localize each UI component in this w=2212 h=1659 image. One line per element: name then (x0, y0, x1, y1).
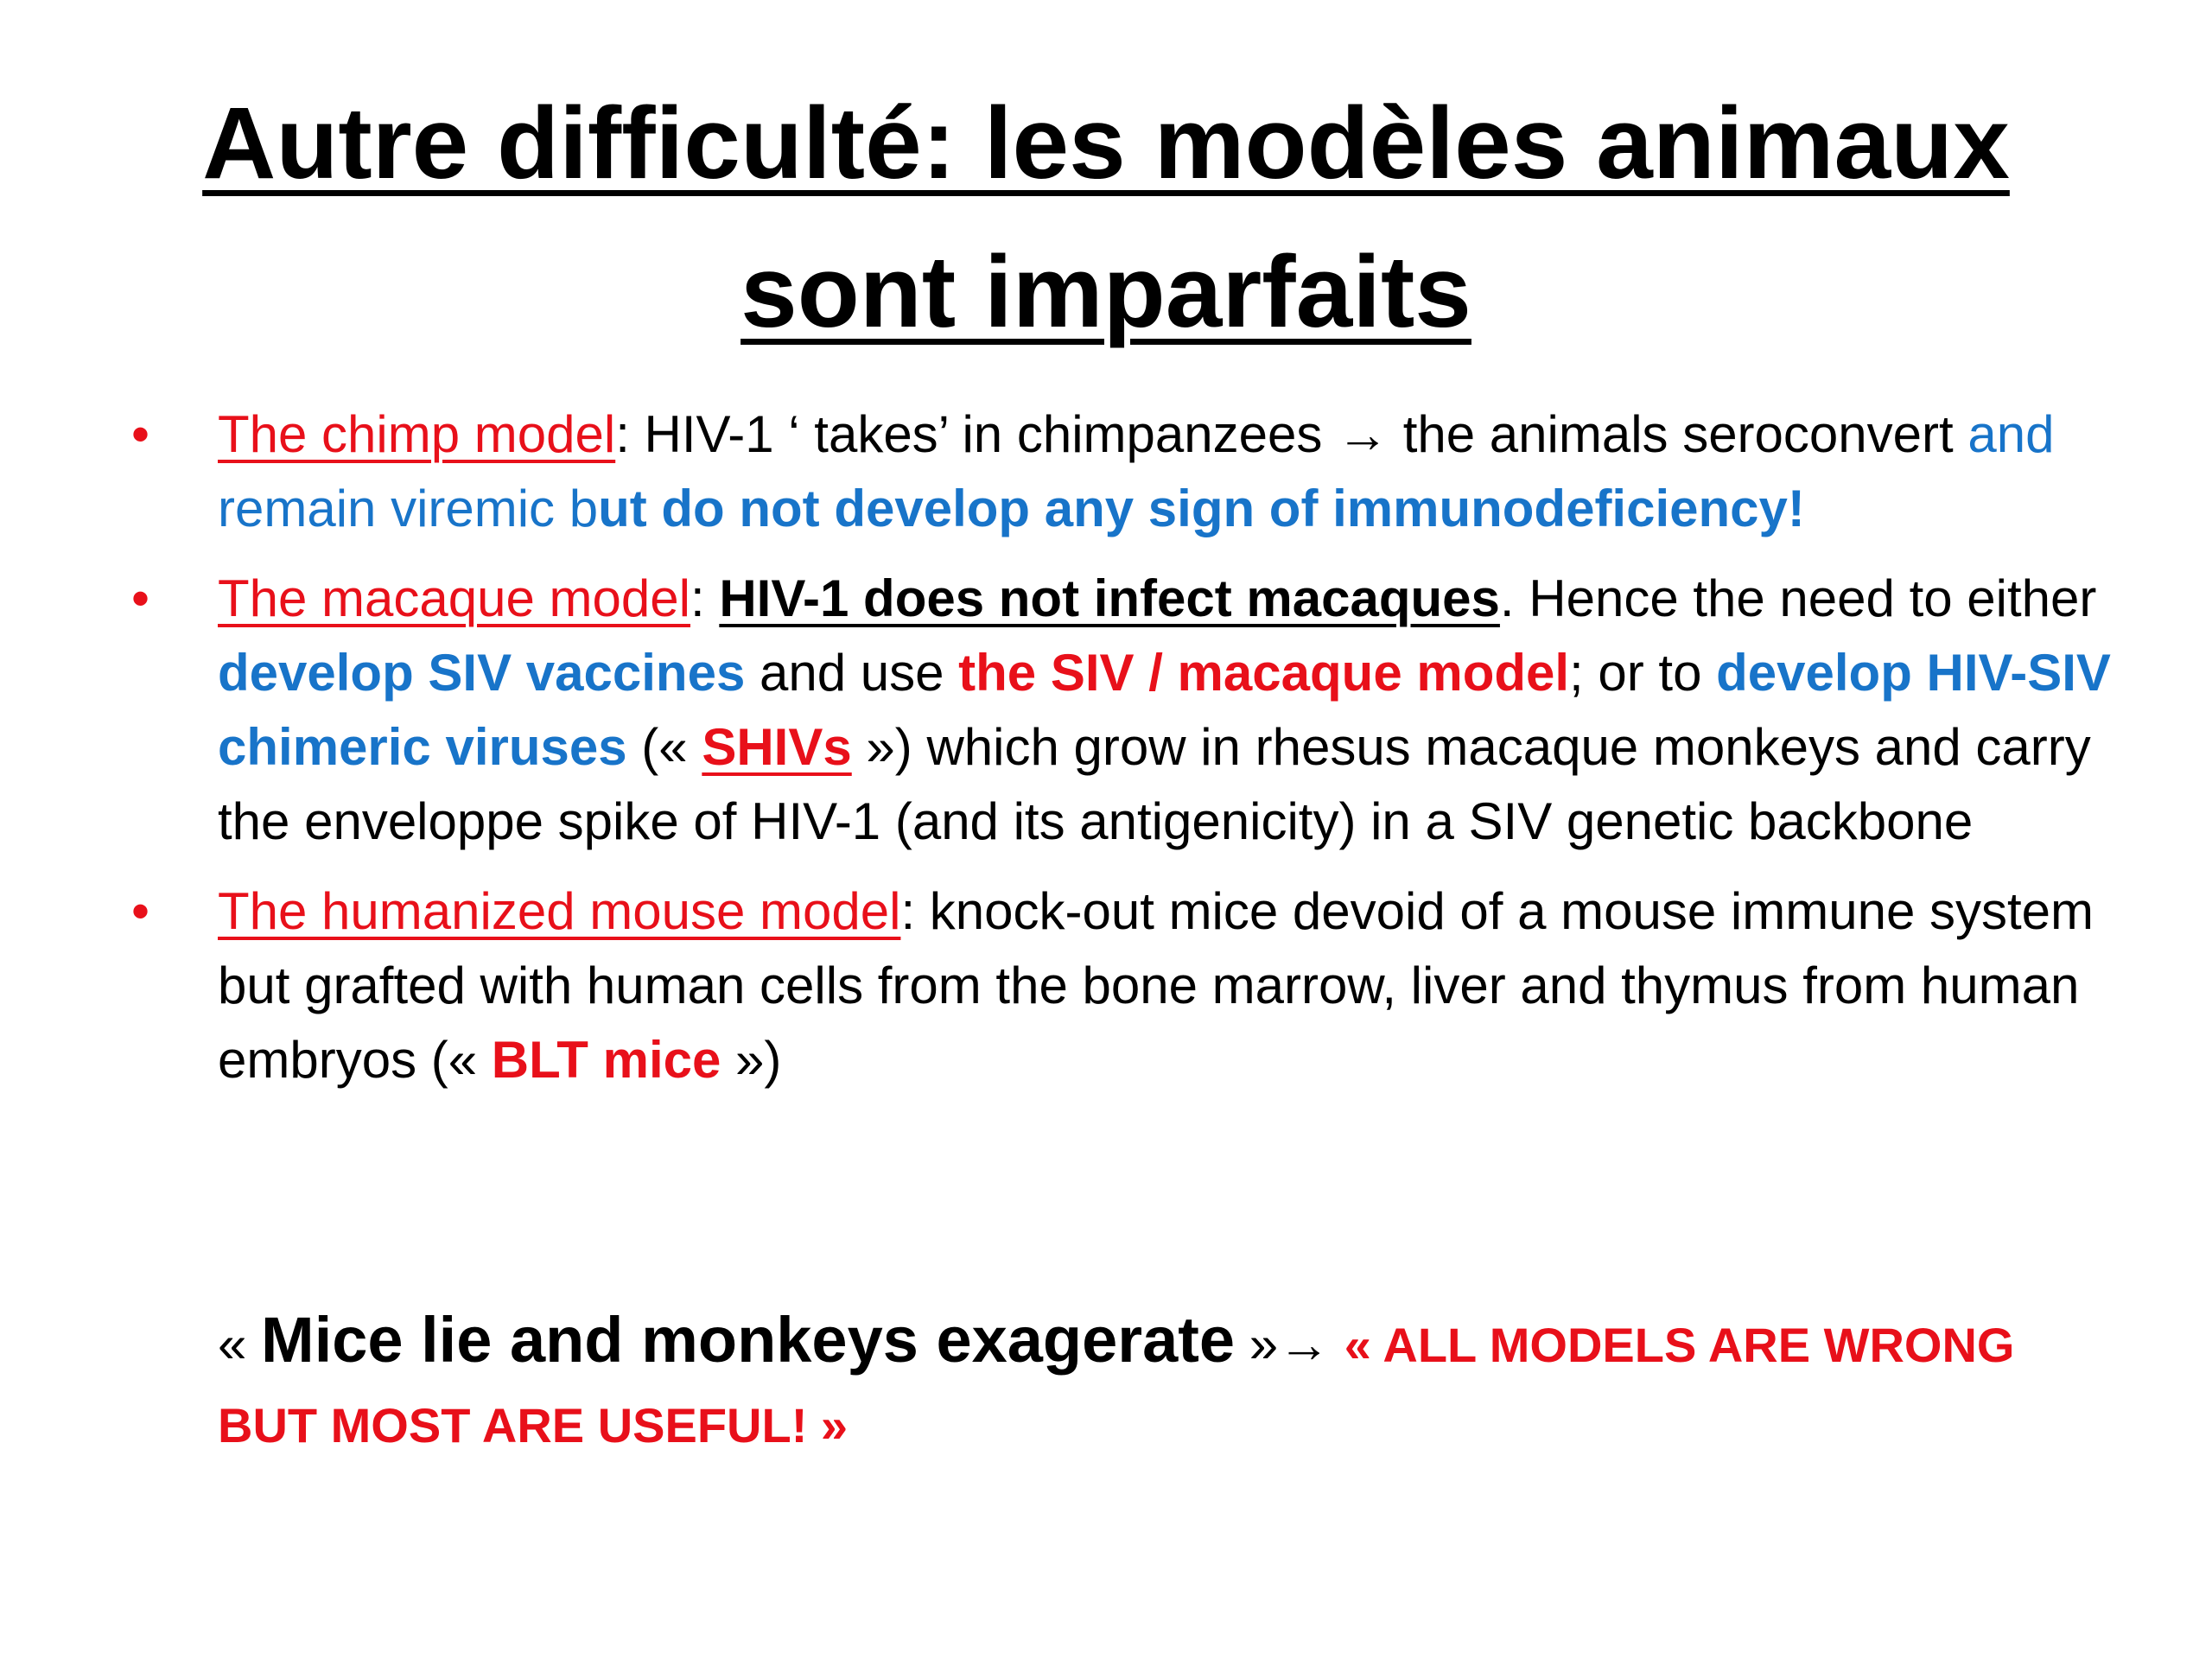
mouse-sep: : (900, 882, 930, 940)
bullet-dot: • (131, 882, 150, 940)
macaque-text1: . Hence the need to either (1499, 569, 2097, 627)
macaque-text5: ») which grow in rhesus macaque monkeys and carry the enveloppe spike of HIV-1 (and its antigenicity) in a SIV genetic backbone (218, 718, 2091, 850)
macaque-model-label: The macaque model (218, 569, 690, 627)
chimp-model-label: The chimp model (218, 405, 616, 463)
macaque-sep: : (690, 569, 720, 627)
closing-quote (218, 1300, 2084, 1465)
mouse-text2: ») (721, 1031, 782, 1089)
chimp-text: HIV-1 ‘ takes’ in chimpanzees → the animals seroconvert (644, 405, 1968, 463)
bullet-dot: • (131, 569, 150, 627)
macaque-shivs-text: SHIVs (702, 718, 852, 776)
quote-models-text: « ALL MODELS ARE WRONG BUT MOST ARE USEFUL! » (218, 1318, 2015, 1452)
mouse-text1: knock-out mice devoid of a mouse immune system but grafted with human cells from the bone marrow, liver and thymus from human embryos (« (218, 882, 2094, 1089)
quote-close: »→ (1235, 1315, 1344, 1373)
macaque-chimeric-text: develop HIV-SIV chimeric viruses (218, 644, 2111, 776)
bullet-chimp-model (128, 397, 2133, 546)
slide-title-line2: sont imparfaits (741, 235, 1471, 349)
chimp-immunodeficiency-text: ut do not develop any sign of immunodeficiency! (598, 480, 1805, 537)
bullet-humanized-mouse-model (128, 874, 2133, 1097)
macaque-text2: and use (745, 644, 959, 702)
bullet-dot: • (131, 405, 150, 463)
macaque-no-infection-text: HIV-1 does not infect macaques (719, 569, 1500, 627)
chimp-sep: : (615, 405, 645, 463)
mouse-blt-text: BLT mice (491, 1031, 721, 1089)
macaque-text3: ; or to (1569, 644, 1717, 702)
slide-title-line1: Autre difficulté: les modèles animaux (202, 86, 2010, 200)
humanized-mouse-label: The humanized mouse model (218, 882, 901, 940)
macaque-siv-model-text: the SIV / macaque model (958, 644, 1570, 702)
quote-open: « (218, 1315, 262, 1373)
macaque-text4: (« (626, 718, 702, 776)
slide-title (104, 69, 2108, 366)
quote-main-text: Mice lie and monkeys exagerate (261, 1304, 1236, 1376)
macaque-siv-vaccines-text: develop SIV vaccines (218, 644, 746, 702)
bullet-macaque-model (128, 562, 2133, 859)
bullet-list (128, 397, 2133, 1113)
chimp-viremic-text: and remain viremic b (218, 405, 2055, 537)
